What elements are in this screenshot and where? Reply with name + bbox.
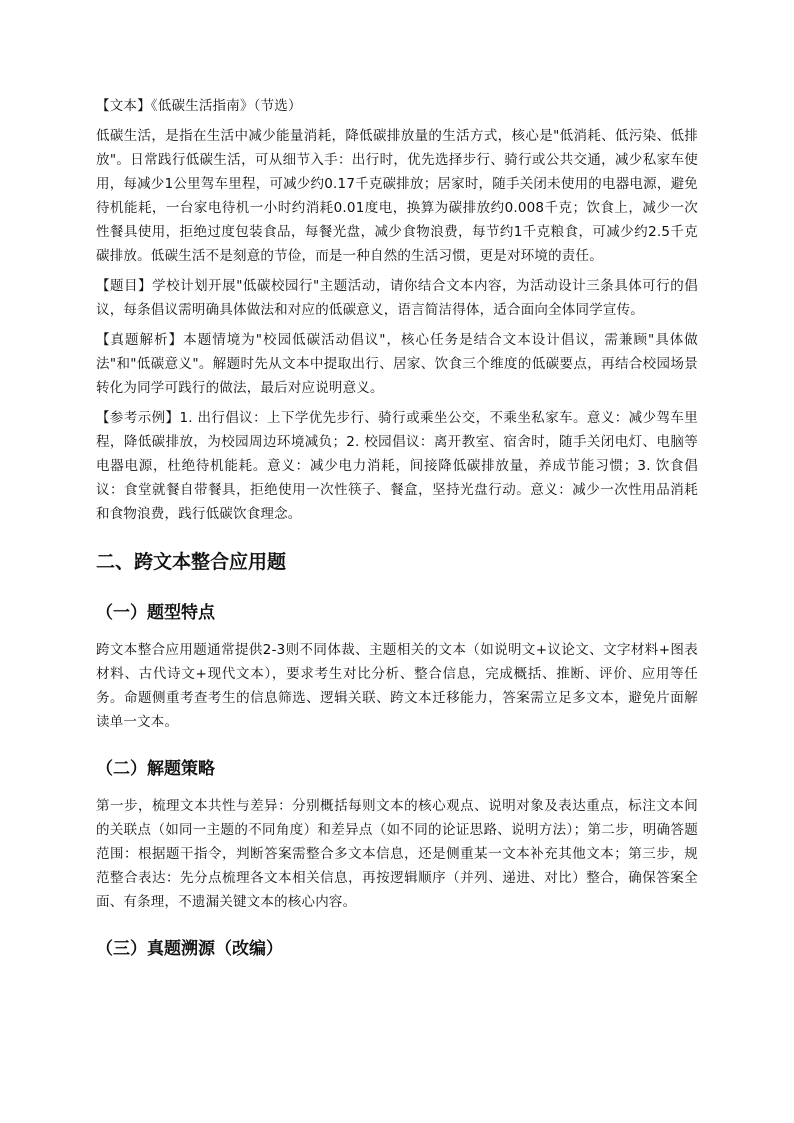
subsection-heading-source: （三）真题溯源（改编） — [96, 939, 283, 959]
text-paragraph: 低碳生活，是指在生活中减少能量消耗，降低碳排放量的生活方式，核心是"低消耗、低污染、低排放"。日常践行低碳生活，可从细节入手：出行时，优先选择步行、骑行或公共交通，减少私家车使用，每减少1公里驾车里程，可减少约0.17千克碳排放；居家时，随手关闭未使用的电器电源，避免待机能耗，一台家电待机一小时约消耗0.01度电，换算为碳排放约0.008千克；饮食上，减少一次性餐具使用，拒绝过度包装食品，每餐光盘，减少食物浪费，每节约1千克粮食，可减少约2.5千克碳排放。低碳生活不是刻意的节俭，而是一种自然的生活习惯，更是对环境的责任。 — [96, 128, 698, 264]
question-paragraph: 【题目】学校计划开展"低碳校园行"主题活动，请你结合文本内容，为活动设计三条具体可行的倡议，每条倡议需明确具体做法和对应的低碳意义，语言简洁得体，适合面向全体同学宣传。 — [96, 278, 698, 318]
text-title-line: 【文本】《低碳生活指南》（节选） — [96, 98, 302, 114]
strategy-paragraph: 第一步，梳理文本共性与差异：分别概括每则文本的核心观点、说明对象及表达重点，标注文本间的关联点（如同一主题的不同角度）和差异点（如不同的论证思路、说明方法）；第二步，明确答题范围：根据题干指令，判断答案需整合多文本信息，还是侧重某一文本补充其他文本；第三步，规范整合表达：先分点梳理各文本相关信息，再按逻辑顺序（并列、递进、对比）整合，确保答案全面、有条理，不遗漏关键文本的核心内容。 — [96, 798, 698, 910]
subsection-heading-strategy: （二）解题策略 — [96, 759, 215, 779]
features-paragraph: 跨文本整合应用题通常提供2-3则不同体裁、主题相关的文本（如说明文+议论文、文字材料+图表材料、古代诗文+现代文本），要求考生对比分析、整合信息，完成概括、推断、评价、应用等任务。命题侧重考查考生的信息筛选、逻辑关联、跨文本迁移能力，答案需立足多文本，避免片面解读单一文本。 — [96, 642, 698, 730]
subsection-heading-features: （一）题型特点 — [96, 603, 215, 623]
analysis-paragraph: 【真题解析】本题情境为"校园低碳活动倡议"，核心任务是结合文本设计倡议，需兼顾"具体做法"和"低碳意义"。解题时先从文本中提取出行、居家、饮食三个维度的低碳要点，再结合校园场景转化为同学可践行的做法，最后对应说明意义。 — [96, 332, 698, 396]
reference-paragraph: 【参考示例】1. 出行倡议：上下学优先步行、骑行或乘坐公交，不乘坐私家车。意义：减少驾车里程，降低碳排放，为校园周边环境减负；2. 校园倡议：离开教室、宿舍时，随手关闭电灯、电脑等电器电源，杜绝待机能耗。意义：减少电力消耗，间接降低碳排放量，养成节能习惯；3. 饮食倡议：食堂就餐自带餐具，拒绝使用一次性筷子、餐盒，坚持光盘行动。意义：减少一次性用品消耗和食物浪费，践行低碳饮食理念。 — [96, 410, 698, 522]
section-heading: 二、跨文本整合应用题 — [96, 551, 287, 573]
